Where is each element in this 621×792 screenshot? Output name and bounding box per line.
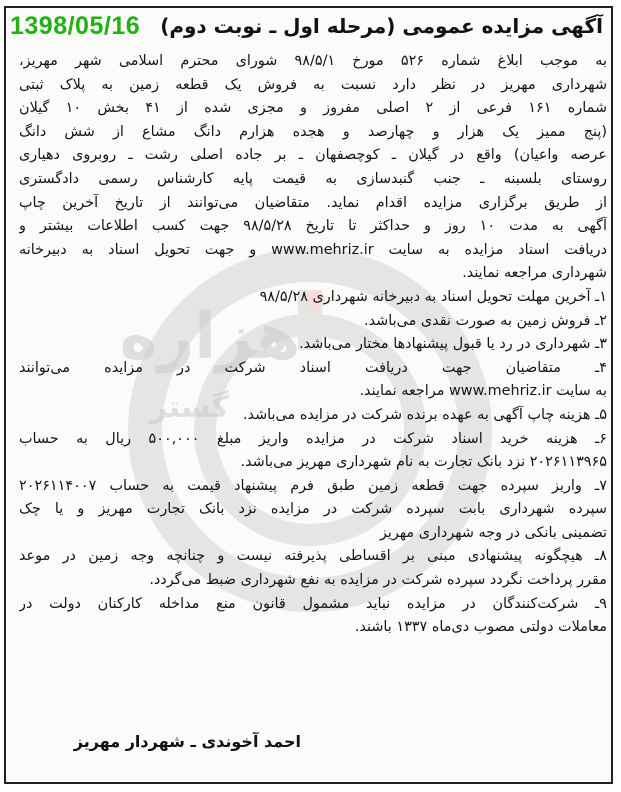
list-item-continued: سپرده شهرداری بابت سپرده شرکت در مزایده نزد بانک تجارت مهریز و یا چک <box>19 501 607 518</box>
conditions-list <box>19 286 607 640</box>
paragraph-line: دریافت اسناد مزایده به سایت www.mehriz.ir و جهت تحویل اسناد به دبیرخانه <box>19 241 607 258</box>
notice-body <box>19 50 607 640</box>
list-item: ۸ـ هیچگونه پیشنهادی مبنی بر اقساطی پذیرفته نیست و چنانچه وجه زمین در موعد <box>19 548 607 565</box>
list-item: ۴ـ متقاضیان جهت دریافت اسناد شرکت در مزایده می‌توانند <box>19 359 607 376</box>
intro-paragraph <box>19 50 607 286</box>
list-item: ۵ـ هزینه چاپ آگهی به عهده برنده شرکت در مزایده می‌باشد. <box>242 406 607 423</box>
paragraph-line: روستای بلسبنه ـ جنب گنبدسازی به قیمت پایه کارشناس رسمی دادگستری <box>19 170 607 187</box>
list-item: ۲ـ فروش زمین به صورت نقدی می‌باشد. <box>364 312 607 329</box>
signature: احمد آخوندی ـ شهردار مهریز <box>73 732 301 751</box>
paragraph-line: از طریق برگزاری مزایده اقدام نماید. متقاضیان می‌توانند از تاریخ آخرین چاپ <box>19 194 607 211</box>
notice-title: آگهی مزایده عمومی (مرحله اول ـ نوبت دوم) <box>160 14 603 38</box>
list-item-continued: مقرر پرداخت نگردد سپرده شرکت در مزایده به نفع شهرداری ضبط می‌گردد. <box>149 572 607 589</box>
watermark-subtext: گستر <box>150 390 229 425</box>
list-item: ۹ـ شرکت‌کنندگان در مزایده نباید مشمول قانون منع مداخله کارکنان دولت در <box>19 595 607 612</box>
paragraph-line: شهرداری مراجعه نمایند. <box>462 265 607 282</box>
list-item: ۱ـ آخرین مهلت تحویل اسناد به دبیرخانه شهرداری ۹۸/۵/۲۸ <box>259 288 607 305</box>
paragraph-line: (پنج ممیز یک هزار و چهارصد و هجده هزارم دانگ مشاع از شش دانگ <box>19 123 607 140</box>
watermark-text: هزاره <box>119 300 301 374</box>
paragraph-line: شهرداری مهریز در نظر دارد نسبت به فروش یک قطعه زمین به پلاک ثبتی <box>19 76 607 93</box>
list-item-continued: به سایت www.mehriz.ir مراجعه نمایند. <box>359 383 607 400</box>
paragraph-line: عرصه واعیان) واقع در گیلان ـ کوچصفهان ـ بر جاده اصلی رشت ـ روبروی دهیاری <box>19 147 607 164</box>
list-item-continued: ۲۰۲۶۱۱۳۹۶۵ نزد بانک تجارت به نام شهرداری مهریز می‌باشد. <box>240 454 607 471</box>
date-stamp: 1398/05/16 <box>10 12 141 40</box>
list-item-continued: معاملات دولتی مصوب دی‌ماه ۱۳۳۷ باشند. <box>354 619 607 636</box>
list-item-continued: تضمینی بانکی در وجه شهرداری مهریز <box>379 524 607 541</box>
paragraph-line: به موجب ابلاغ شماره ۵۲۶ مورخ ۹۸/۵/۱ شورای محترم اسلامی شهر مهریز، <box>19 53 607 69</box>
list-item: ۶ـ هزینه خرید اسناد شرکت در مزایده واریز مبلغ ۵۰۰,۰۰۰ ریال به حساب <box>19 430 607 447</box>
paragraph-line: شماره ۱۶۱ فرعی از ۲ اصلی مفروز و مجزی شده از ۴۱ بخش ۱۰ گیلان <box>19 100 607 117</box>
paragraph-line: آگهی به مدت ۱۰ روز و حداکثر تا تاریخ ۹۸/۵/۲۸ جهت کسب اطلاعات بیشتر و <box>19 218 607 235</box>
list-item: ۷ـ واریز سپرده جهت قطعه زمین طبق فرم پیشنهاد قیمت به حساب ۲۰۲۶۱۱۴۰۰۷ <box>19 477 607 494</box>
list-item: ۳ـ شهرداری در رد یا قبول پیشنهادها مختار می‌باشد. <box>299 336 607 353</box>
